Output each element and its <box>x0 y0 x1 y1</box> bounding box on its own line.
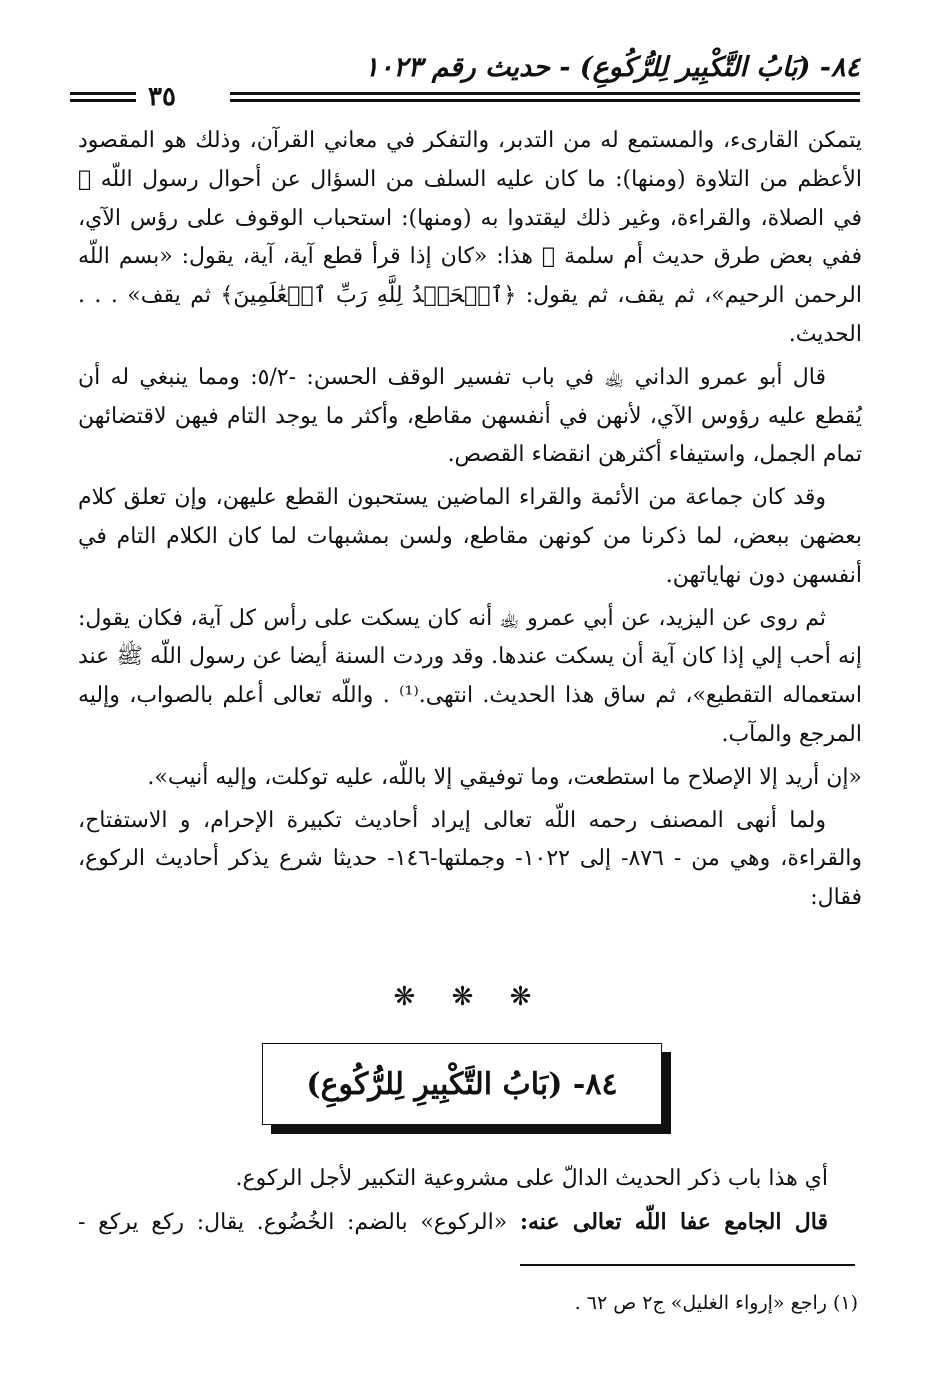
header-rule-right <box>230 92 860 102</box>
paragraph: «إن أريد إلا الإصلاح ما استطعت، وما توفيقي إلا باللّه، عليه توكلت، وإليه أنيب». <box>147 764 862 790</box>
paragraph: ولما أنهى المصنف رحمه اللّه تعالى إيراد أحاديث تكبيرة الإحرام، و الاستفتاح، والقراءة، وهي من - ٨٧٦- إلى ١٠٢٢- وجملتها-١٤٦- حديثا شرع يذكر أحاديث الركوع، فقال: <box>78 807 863 911</box>
paragraph: ثم روى عن اليزيد، عن أبي عمرو ﵀ أنه كان يسكت على رأس كل آية، فكان يقول: إنه أحب إلي إذا كان آية أن يسكت عندها. وقد وردت السنة أيضا عن رسول اللّه ﷺ عند استعماله التقطيع»، ثم ساق هذا الحديث. انتهى.⁽¹⁾ . واللّه تعالى أعلم بالصواب، وإليه المرجع والمآب. <box>78 605 862 747</box>
chapter-heading-box <box>262 1043 662 1125</box>
section-separator: ❋ ❋ ❋ <box>393 982 546 1012</box>
running-header <box>70 52 860 112</box>
body-text <box>78 122 862 922</box>
commentary-text: «الركوع» بالضم: الخُضُوع. يقال: ركع يركع - <box>78 1210 508 1235</box>
header-rule-left <box>70 92 136 102</box>
footnote: (١) راجع «إرواء الغليل» ج٢ ص ٦٢ . <box>574 1292 858 1314</box>
running-title: ٨٤- (بَابُ التَّكْبِير لِلرُّكُوعِ) - حديث رقم ١٠٢٣ <box>364 52 860 83</box>
paragraph: يتمكن القارىء، والمستمع له من التدبر، والتفكر في معاني القرآن، وذلك هو المقصود الأعظم من التلاوة (ومنها): ما كان عليه السلف من السؤال عن أحوال رسول اللّه ﷺ في الصلاة، والقراءة، وغير ذلك ليقتدوا به (ومنها): استحباب الوقوف على رؤس الآي، ففي بعض طرق حديث أم سلمة ﵂ هذا: «كان إذا قرأ قطع آية، آية، يقول: «بسم اللّه الرحمن الرحيم»، ثم يقف، ثم يقول: ﴿ٱلۡحَمۡدُ لِلَّهِ رَبِّ ٱلۡعَٰلَمِينَ﴾ ثم يقف» . . . الحديث. <box>78 128 862 347</box>
paragraph: وقد كان جماعة من الأئمة والقراء الماضين يستحبون القطع عليهن، وإن تعلق كلام بعضهن ببعض، لما ذكرنا من كونهن مقاطع، ولسن بمشبهات لما كان الكلام التام في أنفسهن دون نهاياتهن. <box>78 485 862 588</box>
chapter-explanation: أي هذا باب ذكر الحديث الدالّ على مشروعية التكبير لأجل الركوع. <box>235 1166 828 1191</box>
commentary-lead: قال الجامع عفا اللّه تعالى عنه: <box>519 1209 828 1235</box>
page-number: ٣٥ <box>148 82 176 112</box>
chapter-title: ٨٤- (بَابُ التَّكْبِيرِ لِلرُّكُوعِ) <box>306 1066 618 1102</box>
paragraph: قال أبو عمرو الداني ﵀ في باب تفسير الوقف الحسن: -٥/٢: ومما ينبغي له أن يُقطع عليه رؤوس الآي، لأنهن في أنفسهن مقاطع، وأكثر ما يوجد التام فيهن لاقتضائهن تمام الجمل، واستيفاء أكثرهن انقضاء القصص. <box>78 364 862 468</box>
footnote-rule <box>520 1264 855 1266</box>
commentary <box>78 1203 828 1242</box>
